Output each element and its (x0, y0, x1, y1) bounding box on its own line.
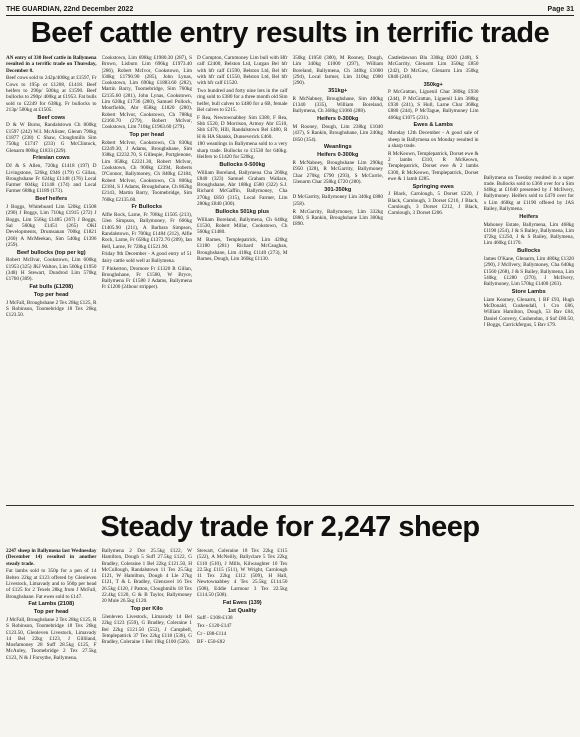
paragraph: D & W Burns, Randalstown Ch 800kg £1597 (242) W.I. McAlister, Glenm 790kg £1877 (238) C Shaw, Cloughmills Sim 750kg £1747 (233) G McClintock, Glenarm 800kg £1833 (229). (6, 122, 97, 154)
paragraph: Two hundred and forty nine lots in the calf ring sold to £380 for a three month old Sim heifer, bull calves to £480 for a 6B, female Bel calves to £215. (197, 87, 288, 113)
paragraph: R McGarrity, Ballymoney, Lim 332kg £880, S Rankin, Broughshane Lim 300kg £890. (292, 208, 383, 228)
subheading: Fat bulls (£1208) (29, 284, 74, 291)
top-story-column-3 (197, 55, 288, 502)
paragraph: Suff - £108-£138 (197, 615, 233, 622)
subheading: 1st Quality (227, 607, 257, 614)
paragraph: Fat lambs sold to 350p for a pen of 14 Beltex 22kg at £123 offered by Glenleven Livestock, Limavady and to 560p per head of £125 for 2 Texels 28kg from J McFall, Broughshane. Fat ewes sold to £147. (6, 568, 97, 600)
subheading: Top per head (33, 609, 69, 616)
paragraph: T Pinkerton, Dromore Fr £1320 R Gillan, Broughshane, Fr £1580, W Bryce, Ballymena Fr £1580 J Adams, Ballymena Fr £1200 (24hour stripper). (101, 265, 192, 291)
top-story-headline: Beef cattle entry results in terrific trade (30, 17, 550, 49)
paragraph: J McFall, Broughshane 2 Tex 28kg £125, R S Robinson, Toomebridge 18 Tex 26kg £123.50, Glenleven Livestock, Limavady 14 Bel 22kg £123, J Gilliland, Mosfamoney 28 Suff 28.5kg £125, F McAuley, Toomebridge 2 Tex 27.5kg £123, N & J Forsythe, Ballymena. (6, 616, 97, 661)
second-story-column-6 (484, 548, 575, 734)
subheading: Heifers (519, 213, 539, 220)
subheading: Springing ewes (412, 183, 454, 190)
paragraph: William Boreland, Ballymena, Ch 640kg £1530, Robert Millar, Cookstown, Ch 560kg £1480. (197, 216, 288, 236)
newspaper-title-date: THE GUARDIAN, 22nd December 2022 (6, 5, 134, 13)
paragraph: M Rooney, Dough, Lim 238kg £1040 (437), S Rankin, Broughshane, Lim 240kg £850 (354). (292, 123, 383, 143)
second-story-column-4 (293, 548, 384, 734)
paragraph: Cookstown, Lim 698kg £1980.30 (287), S Brown, Lisburn Lim 696kg £1973.40 (286), Robert McIvor, Cookstown, Lim 630kg £1790.90 (285), John Lynas, Cookstown, Lim 690kg £1883.60 (282), Martin Barry, Toomebridge, Sim 760kg £2135.60 (281), John Lynas, Cookstown, Lim 620kg £1736 (280), Samuel Pollock, Moorfields, Abr 658kg £1820 (280), Robert McIvor, Cookstown, Ch 788kg £2160.70 (279), Robert McIvor, Cookstown, Lim 710kg £1963.60 (279). (101, 55, 192, 131)
top-story-column-6 (484, 55, 575, 502)
subheading: Top per Kilo (130, 606, 163, 613)
page-number: Page 31 (547, 5, 574, 13)
second-story-column-5 (388, 548, 479, 734)
paragraph: Robert McIlvar, Cookstown, Lim 600kg £1953 (325) JKJ Walton, Lim 560kg £1950 (348) H Stewart, Dundrod Lim 570kg £1760 (309). (6, 257, 97, 283)
top-story-column-1 (6, 55, 97, 502)
subheading: Bullocks 501kg plus (215, 208, 270, 215)
subheading: Bullocks (517, 248, 541, 255)
paragraph: J Boggs, Whiteboard Lim 520kg £1508 (290) J Boggs, Lim 710kg £1915 (272) J Boggs, Lim 556kg £1485 (267) J Boggs, Sal 560kg £1451 (265) OKI Developments, Drumsanan 700kg £1821 (260) A McMeekan, Sim 540kg £1396 (259). (6, 204, 97, 248)
paragraph: P McGrattan, Liguenil Char 380kg £930 (244), P McGrattan, Liguenil Lim 388kg £930 (241), S Hull, Larne Char 368kg £880 (244), P McTague, Ballymoney Lim 466kg £1075 (231). (388, 89, 479, 121)
section-divider (6, 505, 574, 506)
subheading: Weanlings (323, 144, 352, 151)
subheading: Top per head (129, 132, 165, 139)
subheading: Heifers 0-300kg (317, 116, 359, 123)
subheading: Friesian cows (32, 155, 70, 162)
paragraph: Stewart, Coleraine 18 Tex 22kg £115 (522), A McNeilly, Ballyclare 5 Tex 22kg £110 (510), J Mills, Kilwaughter 10 Tex 22.5kg £115 (511), W Wright, Carnlough 11 Tex 22kg £112 (509), H Hall, Newtownabbey 4 Tex 25.5kg £114.50 (508), Eddie Larmour 3 Tex 22.5kg £114.50 (508). (197, 548, 288, 599)
paragraph: BF - £50-£82 (197, 638, 225, 645)
paragraph: R McNabney, Broughshane, Sim 400kg £1340 (335), William Boreland, Ballymena, Ch 368kg £1060 (288). (292, 95, 383, 115)
paragraph: 180 weanlings in Ballymena sold to a very sharp trade. Bullocks to £1530 for 640kg. Heifers to £1420 for 520kg. (197, 141, 288, 160)
paragraph: Tex - £120-£147 (197, 623, 232, 630)
subheading: Fr Bullocks (131, 204, 162, 211)
photo-space (484, 55, 575, 173)
paragraph: Beef cows sold to 242p/400kg at £1597, Fr Cows to 195p or £1208, £1418. Beef heifers to 296p/ 500kg at £1590. Beef bullocks to 290p/ 400kg at £1953. Fat bulls sold to £2249 for 638kg. Fr bullocks to 213p/ 500kg at £1505. (6, 75, 97, 113)
second-story-headline: Steady trade for 2,247 sheep (100, 511, 480, 543)
top-story-body (6, 55, 574, 502)
paragraph: Monday 12th December - A good sale of sheep in Ballymena on Monday resulted in a sharp trade. (388, 130, 479, 149)
subheading: Top per head (33, 291, 69, 298)
paragraph: Castledawson Blu 330kg £820 (248), S McGarrity, Glenarm Lim 350kg £850 (242), D McGaw, Glenarm Lim 350kg £840 (240). (388, 55, 479, 80)
paragraph: Ballymena 2 Dor 25.5kg £122, W Hamilton, Dough 5 Suff 27.5kg £122, G Bradley, Coleraine 1 Bel 22kg £121.50, H McCullough, Randalstown 11 Tex 25.5kg £121, W Hamilton, Dough 4 Lle 27kg £121, T & L Bradley, Glenravel 16 Tex 26.5kg £120, J Patton, Cloughmills 18 Tex 22.4kg £120, G & B Taylor, Ballymoney 20 Mule 26.5kg £120. (101, 548, 192, 605)
subheading: 350kg+ (423, 81, 443, 88)
subheading: Fat Lambs (2108) (28, 601, 75, 608)
paragraph: 350kg £1050 (300), M Rooney, Dough, Lim 340kg £1000 (297), William Boreland, Ballymena, Ch 340kg £1000 (294), Local farmer, Lim 310kg £900 (290). (292, 55, 383, 87)
paragraph: Glenleven Livestock, Limavady 14 Bel 22kg £123 (559), G Bradley, Coleraine 1 Bel 22kg £121.50 (552), J Campbell, Templepatrick 37 Tex 22kg £118 (536), G Bradley, Coleraine 1 Bel 19kg £100 (526). (101, 613, 192, 646)
subheading: Beef bullocks (top per kg) (16, 249, 86, 256)
paragraph: Ballymena on Tuesday resulted in a super trade. Bullocks sold to £360 over for a Sim 640kg at £1640 presented by J McIlvery, Ballymoney. Heifers sold to £470 over for a Lim 468kg at £1190 offered by JAS Bailey, Ballymena. (483, 174, 574, 212)
paragraph: AN entry of 330 Beef cattle in Ballymena resulted in a terrific trade on Thursday, December 8. (6, 55, 97, 74)
second-story-column-3 (197, 548, 288, 734)
paragraph: F Rea, Newtownabbey Sim £380, F Rea, Shb £520, D Morrison, Armoy Abr £510, Shb £470, Hill, Randalstown Bel £480, R H & HA Shanks, Dunseverick £460. (197, 114, 288, 140)
subheading: Beef heifers (35, 196, 68, 203)
subheading: Heifers 0-300kg (317, 152, 359, 159)
paragraph: D McGarrity, Ballymoney Lim 340kg £880 (258). (292, 194, 383, 207)
top-story-column-4 (293, 55, 384, 502)
subheading: Bullocks 0-500kg (219, 161, 266, 168)
paragraph: 2247 sheep in Ballymena last Wednesday (December 14) resulted in another steady trade. (6, 548, 97, 567)
paragraph: DJ & S Allen, 720kg £1418 (197) D Livingstone, 526kg £946 (179) G Gillan, Broughshane Fr 624kg £1148 (176) Local Farmer 604kg £1148 (174) and Local Farmer 688kg £1189 (173). (6, 163, 97, 195)
paragraph: D Compton, Carnmoney Lim bull with Hfr calf £2400, Belston Ltd, Lurgan Bel hfr with hfr calf £1590, Belston Ltd, Bel hfr with hfr calf £1550, Belston Ltd, Bel hfr with hfr calf £1520. (197, 55, 288, 87)
paragraph: J McFall, Broughshane 2 Tex 28kg £125, R S Robinson, Toomebridge 18 Tex 26kg £123.50. (6, 299, 97, 319)
paragraph: Friday 9th December - A good entry of 51 dairy cattle sold well at Ballymena. (101, 251, 192, 264)
paragraph: James O'Kane, Glenarm, Lim 480kg £1320 (290), J McIlvery, Ballymoney, Cha 640kg £1560 (268), J & S Bailey, Ballymena, Lim 540kg £1280 (270), J McIlvery, Ballymoney, Lim 570kg £1400 (263). (483, 256, 574, 288)
paragraph: M Barnes, Templepatrick, Lim 420kg £1180 (281) Richard McCaughan, Broughshane, Lim 418kg £1140 (273), M Barnes, Dough, Lim 360kg £1130. (197, 237, 288, 262)
paragraph: William Boreland, Ballymena Cha 260kg £840 (323) Samuel Graham Wallace, Broughshane, Abr 188kg £580 (322) S.J. Richard McGaffin, Ballymoney, Cha 270kg £850 (315), Local Farmer, Lim 280kg £840 (300). (197, 169, 288, 208)
paragraph: Cr - £88-£114 (197, 631, 227, 638)
second-story-body (6, 548, 574, 734)
paragraph: Liam Kearney, Glenarm, 1 BF £93, Hugh McDonald, Cushendall, 1 Cro £86, William Hamilton, Dough, 53 Bav £84, Daniel Convery, Cushendun, 4 Suf £80.50, J Boggs, Carrickfergus, 5 Bav £79. (483, 296, 574, 329)
subheading: 301-350kg (324, 186, 352, 193)
paragraph: Robert McIvor, Cookstown, Ch 830kg £2249.30, J Adams, Broughshane, Sim 938kg £2232.70, S Gillespie, Portglenone, Lim 858kg £2221.30, Robert McIvor, Cookstown, Ch 900kg £2394, Roberts O'Connor, Ballymoney, Ch 840kg £2184, Robert McIvor, Cookstown, Ch 806kg £2184, S J Adams, Broughshane, Ch 862kg £2143, Martin Barry, Toomebridge, Sim 760kg £2135.60. (101, 139, 192, 203)
top-story-column-2 (102, 55, 193, 502)
paragraph: R McNabney, Broughshane Lim 290kg £950 (328), R McGarrity, Ballymoney Char 270kg £790 (293), S McCurrie, Glenarm Char 258kg £720 (280). (292, 159, 383, 185)
subheading: Beef cows (37, 114, 66, 121)
subheading: Ewes & Lambs (413, 122, 453, 129)
subheading: Fat Ewes (139) (222, 599, 262, 606)
subheading: Store Lambs (511, 289, 546, 296)
subheading: 351kg+ (328, 87, 348, 94)
paragraph: J Black, Carnlough, 5 Dorset £220, J Black, Carnlough, 3 Dorset £216, J Black, Carnlough, 3 Dorset £212, J Black, Carnlough, 3 Dorset £206. (388, 191, 479, 217)
top-story-column-5 (388, 55, 479, 502)
paragraph: Alfie Rock, Larne, Fr 708kg £1505 (213), Glen Simpson, Ballymoney, Fr 666kg £1405.90 (211), A Barbara Simpson, Randalstown, Fr 700kg £1484 (212), Alfie Rock, Larne, Fr 658kg £1372.70 (209), Ian Bell, Larne, Fr 728kg £1521.90. (101, 212, 192, 250)
paragraph: R McKeown, Templepatrick, Dorset ewe & 2 lambs £310, R McKeown, Templepatrick, Dorset ewe & 2 lambs £300, R McKeown, Templepatrick, Dorset ewe & 1 lamb £285. (388, 150, 479, 182)
second-story-column-1 (6, 548, 97, 734)
second-story-column-2 (102, 548, 193, 734)
paragraph: Mahoney Estate, Ballymena, Lim 468kg £1190 (254), J & S Bailey, Ballymena, Lim 472kg £1250, J & S Bailey, Ballymena, Lim 460kg £1170. (483, 221, 574, 247)
